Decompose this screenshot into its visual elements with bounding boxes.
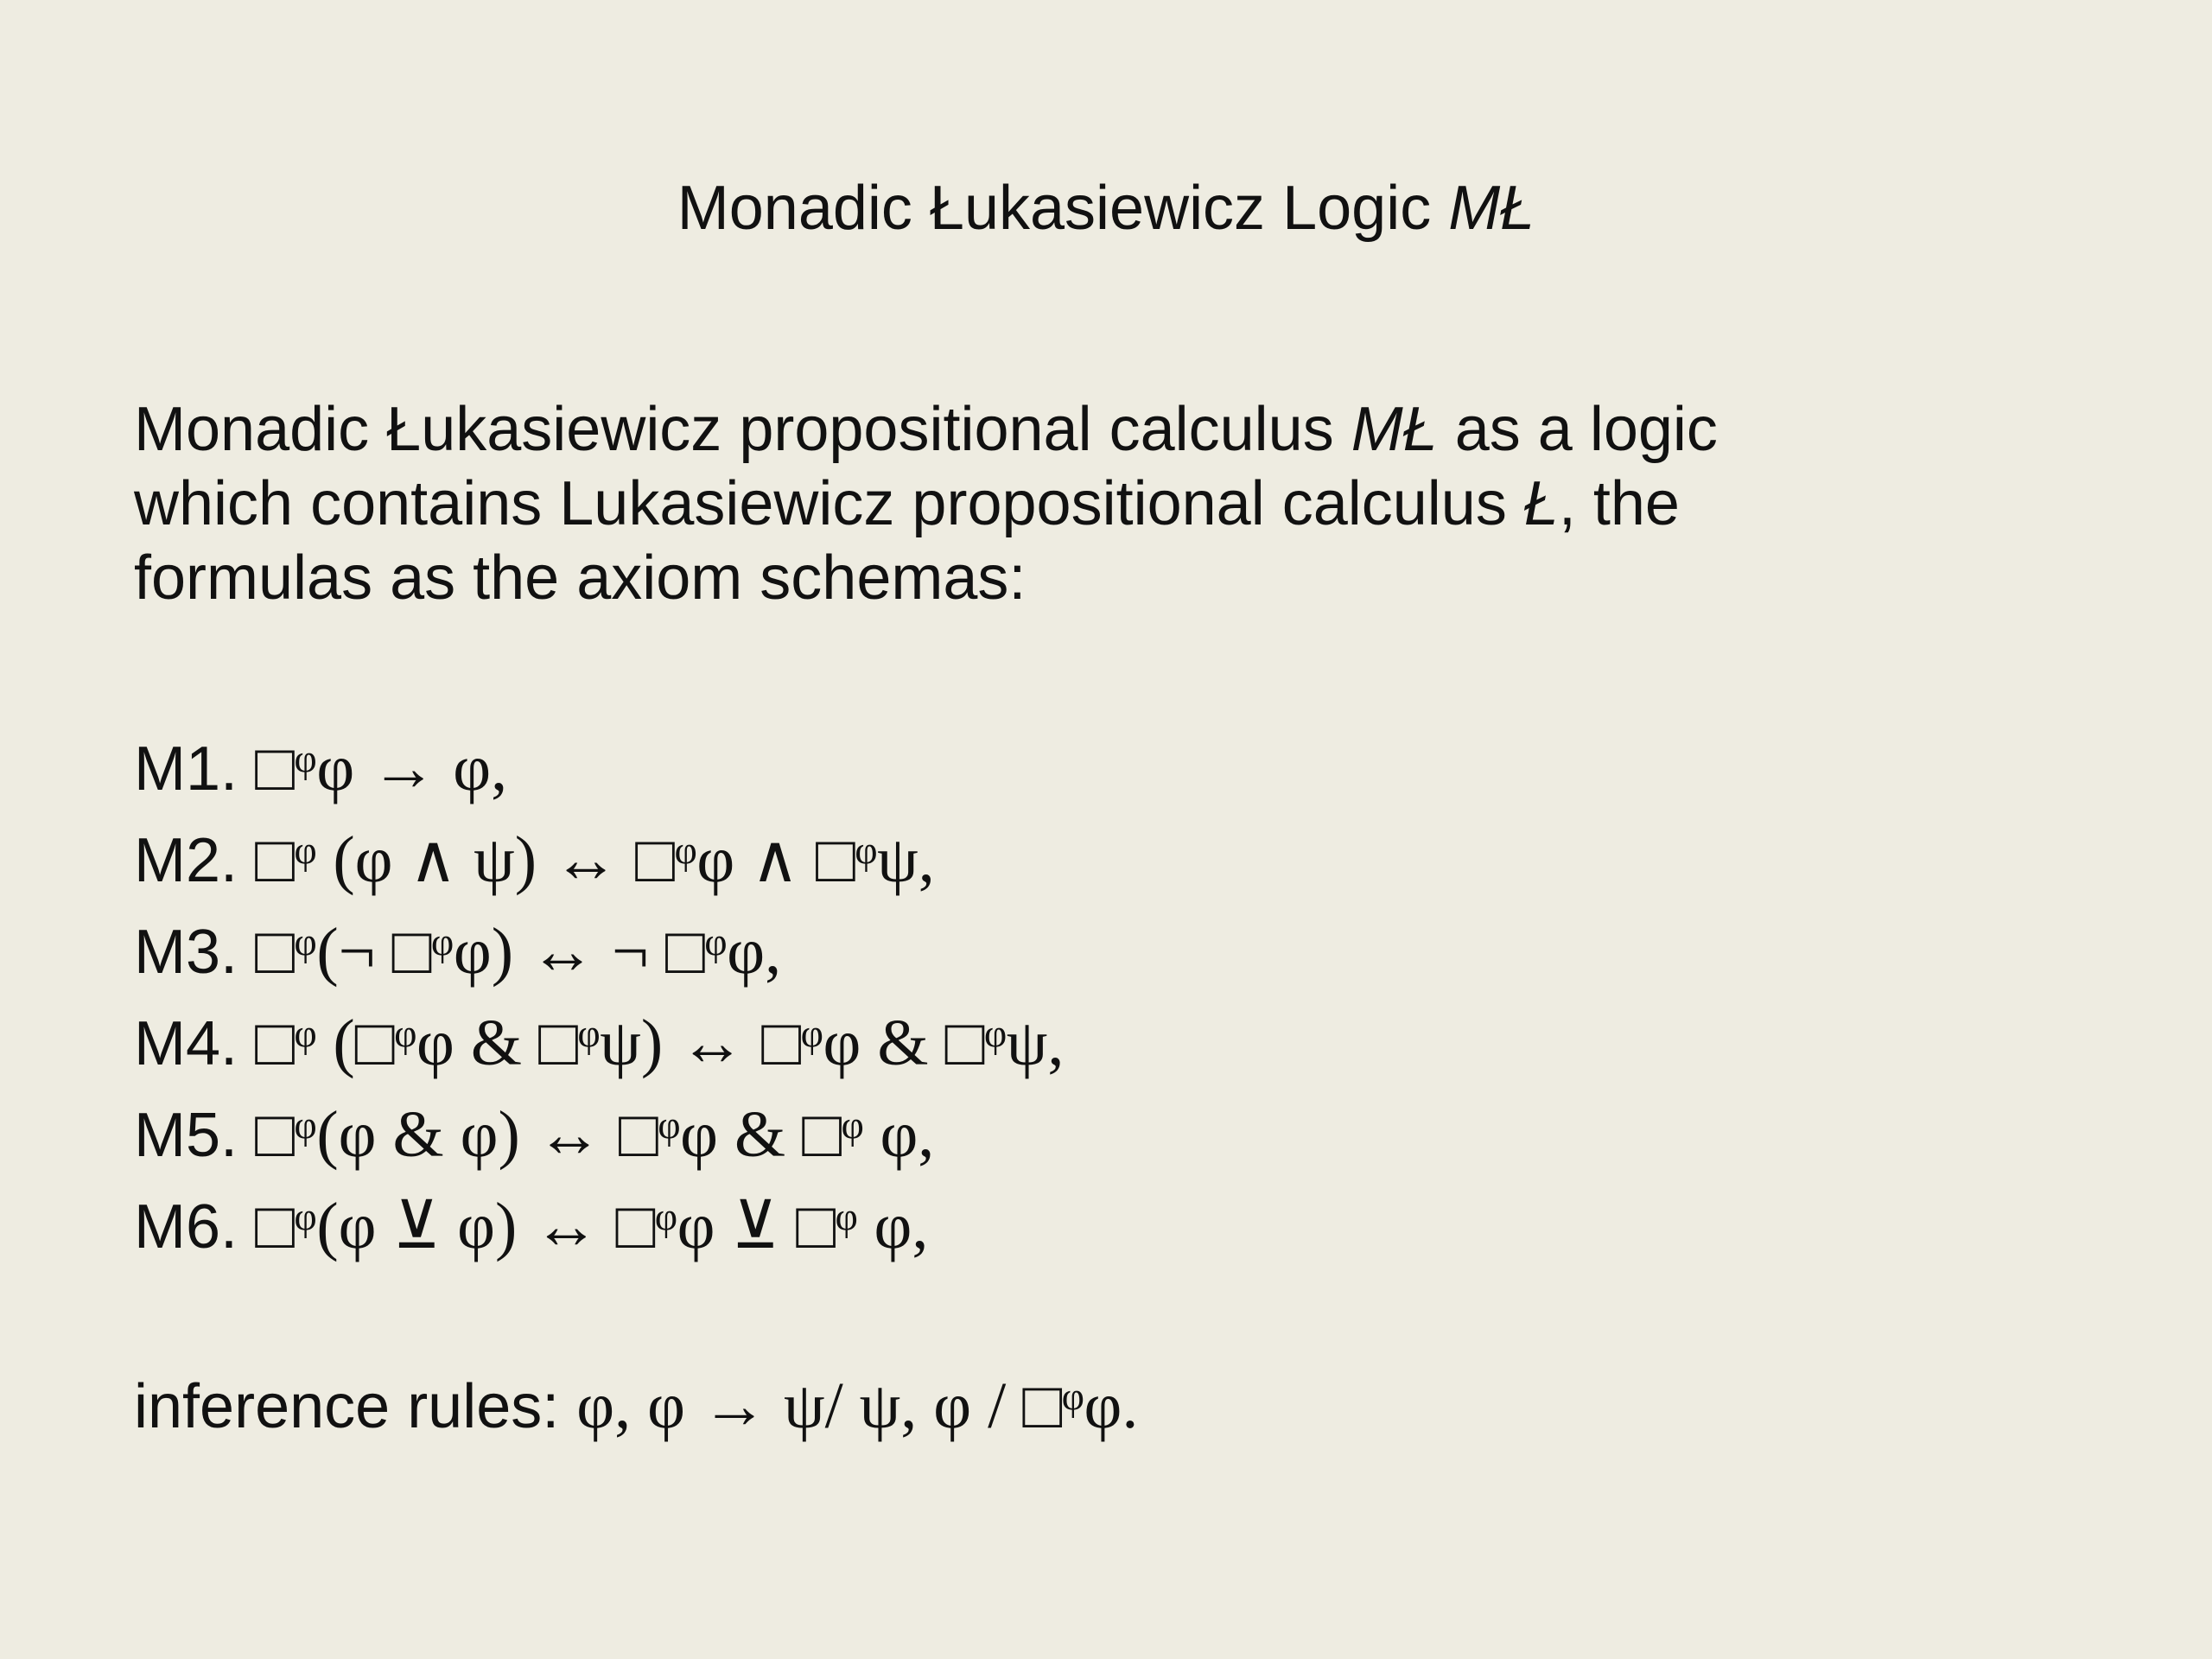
- axiom-label: M6.: [134, 1192, 256, 1262]
- axiom-formula: □ᵠ(φ & φ) ↔ □ᵠφ & □ᵠ φ,: [255, 1098, 935, 1171]
- axiom-m2: [134, 814, 2121, 906]
- intro-paragraph: [134, 392, 2121, 615]
- intro-line-1-text-b: as a logic: [1437, 395, 1718, 464]
- intro-line-2-text-b: , the: [1558, 469, 1680, 538]
- intro-line-1-italic: MŁ: [1351, 395, 1438, 464]
- inference-rules: [134, 1360, 1138, 1452]
- intro-line-2: [134, 467, 2121, 541]
- intro-line-1-text-a: Monadic Łukasiewicz propositional calculus: [134, 395, 1351, 464]
- axiom-formula: □ᵠ (φ ∧ ψ) ↔ □ᵠφ ∧ □ᵠψ,: [255, 823, 935, 896]
- inference-rules-label: inference rules:: [134, 1372, 577, 1441]
- intro-line-2-text-a: which contains Lukasiewicz propositional calculus: [134, 469, 1524, 538]
- intro-line-3: formulas as the axiom schemas:: [134, 543, 1027, 613]
- axiom-m3: [134, 906, 2121, 997]
- intro-line-1: [134, 392, 2121, 467]
- slide-title: [0, 169, 2212, 247]
- axiom-formula: □ᵠ(¬ □ᵠφ) ↔ ¬ □ᵠφ,: [255, 915, 782, 988]
- intro-line-2-italic: Ł: [1523, 469, 1559, 538]
- axiom-label: M1.: [134, 734, 256, 804]
- title-text: Monadic Łukasiewicz Logic: [677, 174, 1449, 243]
- inference-rules-formula: φ, φ → ψ/ ψ, φ / □ᵠφ.: [576, 1370, 1139, 1442]
- axiom-label: M4.: [134, 1009, 256, 1078]
- axiom-formula: □ᵠφ → φ,: [255, 732, 508, 804]
- axiom-formula: □ᵠ (□ᵠφ & □ᵠψ) ↔ □ᵠφ & □ᵠψ,: [255, 1007, 1065, 1079]
- axiom-m4: [134, 997, 2121, 1089]
- title-italic: MŁ: [1448, 174, 1535, 243]
- axiom-label: M2.: [134, 826, 256, 895]
- axiom-label: M5.: [134, 1101, 256, 1170]
- axiom-formula: □ᵠ(φ ⊻ φ) ↔ □ᵠφ ⊻ □ᵠ φ,: [255, 1190, 929, 1262]
- axiom-label: M3.: [134, 918, 256, 987]
- axiom-list: [134, 722, 2121, 1272]
- axiom-m6: [134, 1180, 2121, 1272]
- axiom-m1: [134, 722, 2121, 814]
- axiom-m5: [134, 1089, 2121, 1180]
